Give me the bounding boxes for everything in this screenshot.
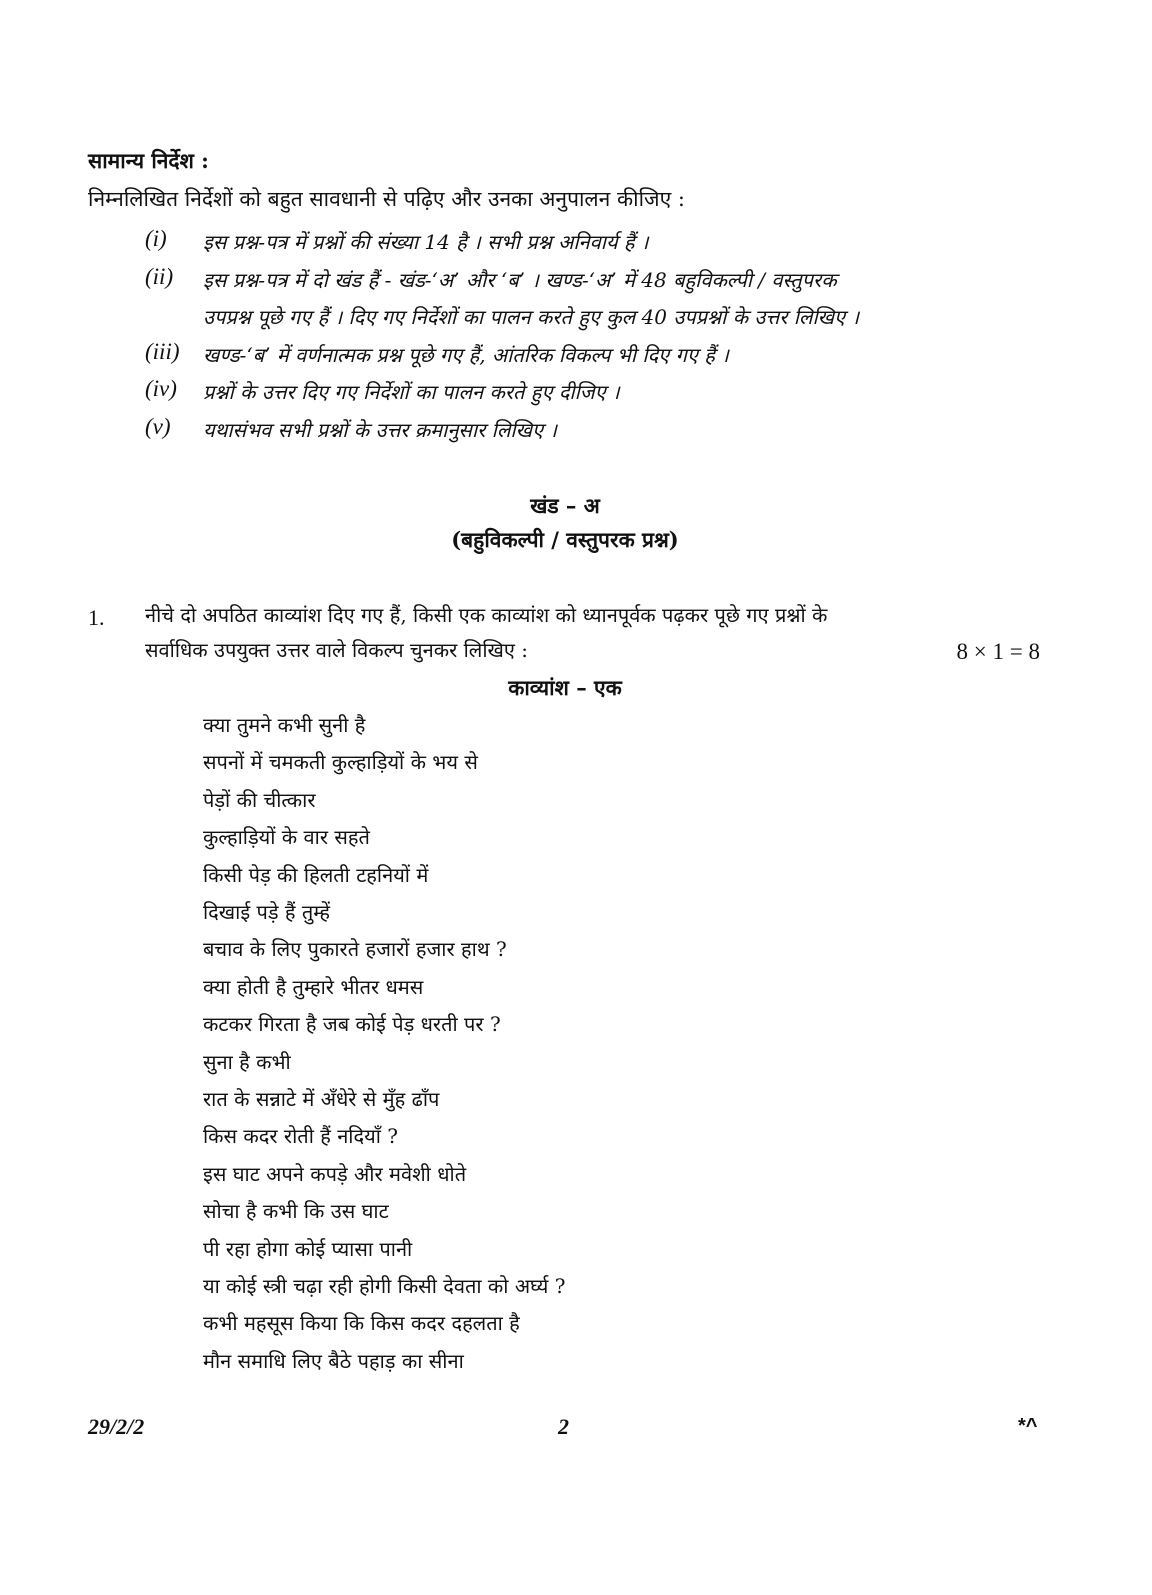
poem-line: किसी पेड़ की हिलती टहनियों में [203,862,429,887]
item-text: यथासंभव सभी प्रश्नों के उत्तर क्रमानुसार लिखिए । [203,418,557,442]
section-subtitle: (बहुविकल्पी / वस्तुपरक प्रश्न) [451,527,679,552]
poem-line: सुना है कभी [203,1049,291,1074]
poem-line: पेड़ों की चीत्कार [203,787,316,812]
poem-line: दिखाई पड़े हैं तुम्हें [203,900,330,924]
poem-line: किस कदर रोती हैं नदियाँ ? [203,1124,398,1149]
poem-line: सपनों में चमकती कुल्हाड़ियों के भय से [203,750,478,775]
item-text: उपप्रश्न पूछे गए हैं । दिए गए निर्देशों का पालन करते हुए कुल 40 उपप्रश्नों के उत्तर लिखिए । [203,305,860,329]
question-text: नीचे दो अपठित काव्यांश दिए गए हैं, किसी एक काव्यांश को ध्यानपूर्वक पढ़कर पूछे गए प्रश्नों के [145,603,828,627]
poem-line: रात के सन्नाटे में अँधेरे से मुँह ढाँप [203,1087,440,1111]
item-text: प्रश्नों के उत्तर दिए गए निर्देशों का पालन करते हुए दीजिए । [203,380,620,404]
poem-line: कटकर गिरता है जब कोई पेड़ धरती पर ? [203,1012,501,1037]
poem-title: काव्यांश – एक [508,675,622,700]
poem-line: कुल्हाड़ियों के वार सहते [203,825,370,850]
item-number: (iv) [145,376,177,401]
question-marks: 8 × 1 = 8 [956,639,1040,664]
poem-line: इस घाट अपने कपड़े और मवेशी धोते [203,1161,467,1186]
poem-line: बचाव के लिए पुकारते हजारों हजार हाथ ? [203,937,507,962]
section-title: खंड – अ [530,493,600,518]
poem-line: कभी महसूस किया कि किस कदर दहलता है [203,1311,520,1336]
item-number: (ii) [145,264,174,289]
item-text: इस प्रश्न-पत्र में दो खंड हैं - खंड-‘अ’ और ‘ब’ । खण्ड-‘अ’ में 48 बहुविकल्पी / वस्तुपरक [203,268,837,292]
page-number: 2 [558,1414,569,1439]
item-number: (i) [145,226,167,251]
question-text: सर्वाधिक उपयुक्त उत्तर वाले विकल्प चुनकर लिखिए : [145,638,529,662]
poem-line: या कोई स्त्री चढ़ा रही होगी किसी देवता को अर्घ्य ? [203,1274,566,1298]
question-number: 1. [88,605,105,630]
poem-line: क्या तुमने कभी सुनी है [203,713,366,737]
item-number: (iii) [145,339,180,364]
item-text: इस प्रश्न-पत्र में प्रश्नों की संख्या 14 है । सभी प्रश्न अनिवार्य हैं । [203,230,649,254]
instructions-heading: सामान्य निर्देश : [88,148,209,173]
instructions-intro: निम्नलिखित निर्देशों को बहुत सावधानी से पढ़िए और उनका अनुपालन कीजिए : [88,187,685,211]
poem-line: सोचा है कभी कि उस घाट [203,1199,389,1224]
paper-code: 29/2/2 [88,1414,145,1439]
poem-line: क्या होती है तुम्हारे भीतर धमस [203,974,424,999]
poem-line: मौन समाधि लिए बैठे पहाड़ का सीना [203,1348,464,1373]
item-number: (v) [145,414,171,439]
footer-mark: *^ [1018,1415,1038,1437]
item-text: खण्ड-‘ब’ में वर्णनात्मक प्रश्न पूछे गए हैं, आंतरिक विकल्प भी दिए गए हैं । [203,343,729,367]
poem-line: पी रहा होगा कोई प्यासा पानी [203,1236,413,1261]
